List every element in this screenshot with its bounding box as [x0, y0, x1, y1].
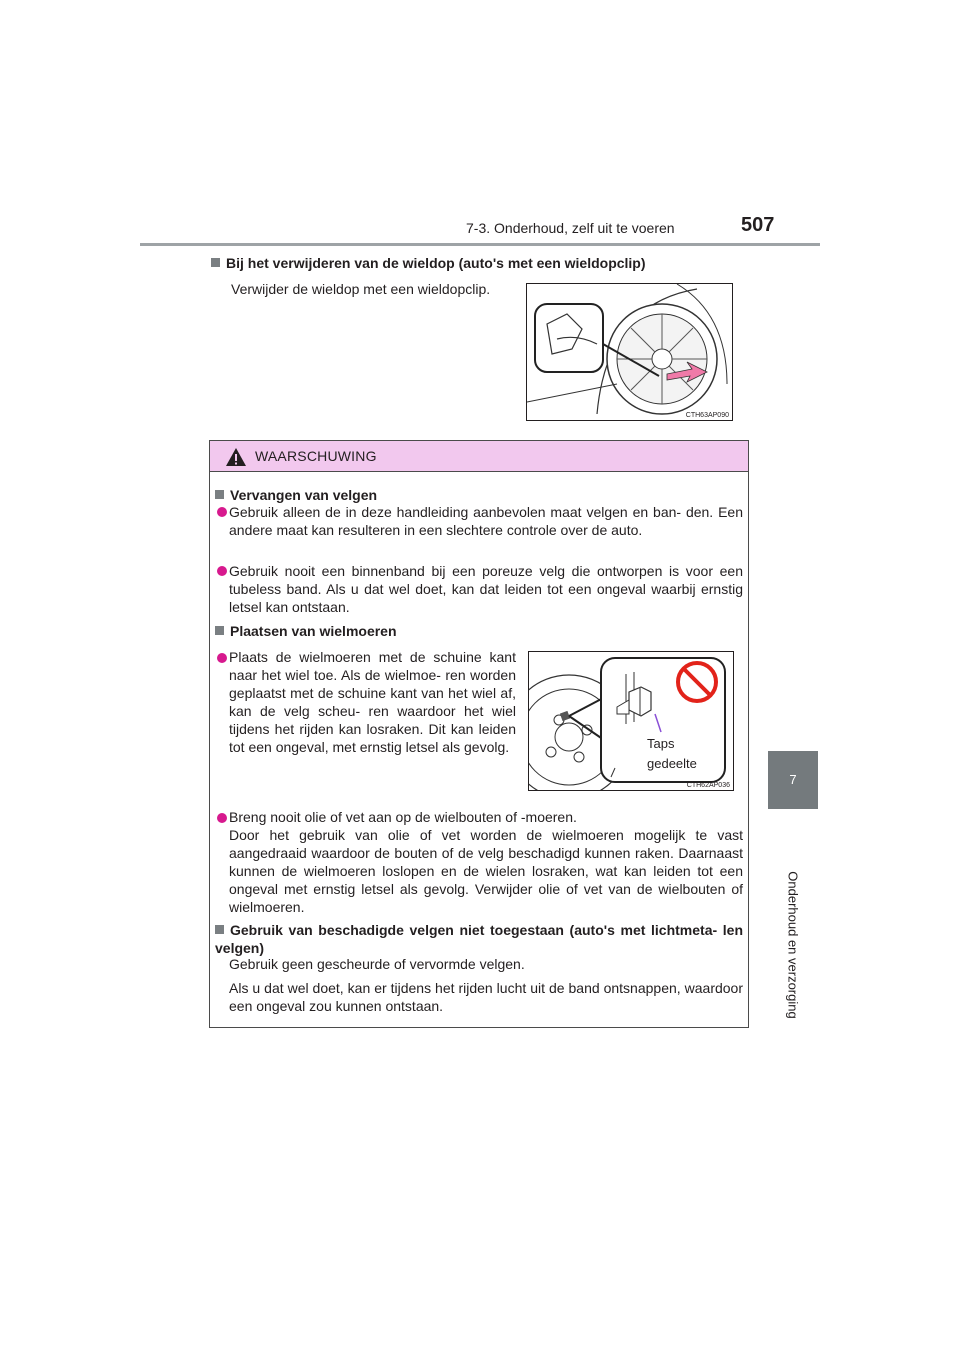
- wheel-cap-illustration: [527, 284, 732, 420]
- topic-heading-wheel-replacement: Vervangen van velgen: [215, 486, 377, 504]
- damaged-wheels-para1: Gebruik geen gescheurde of vervormde velgen.: [229, 956, 525, 972]
- header-section-title: 7-3. Onderhoud, zelf uit te voeren: [466, 220, 675, 236]
- bullet-inner-tube: Gebruik nooit een binnenband bij een poreuze velg die ontworpen is voor een tubeless band. Als u dat wel doet, kan dat leiden tot een ongeval waarbij ernstig letsel kan ontstaan.: [229, 563, 743, 615]
- wheel-nut-figure: [528, 651, 734, 791]
- bullet-icon: [217, 653, 227, 663]
- square-bullet-icon: [215, 925, 224, 934]
- warning-header: [210, 441, 748, 472]
- square-bullet-icon: [215, 490, 224, 499]
- chapter-tab: [768, 751, 818, 809]
- section-body: Verwijder de wieldop met een wieldopclip.: [231, 281, 491, 297]
- chapter-number: 7: [789, 772, 797, 787]
- chapter-label: Onderhoud en verzorging: [785, 871, 801, 1019]
- figure-code: CTH62AP036: [686, 782, 730, 789]
- header-divider: [140, 243, 820, 246]
- bullet-nut-orientation: Plaats de wielmoeren met de schuine kant naar het wiel toe. Als de wielmoe- ren worden geplaatst met de schuine kant van het wiel af, kan de velg scheu- ren waardoor het wiel tijdens het rijden kan losraken. Dit kan leiden tot een ongeval, met ernstig letsel als gevolg.: [229, 649, 516, 755]
- bullet-no-oil-body: Door het gebruik van olie of vet worden de wielmoeren mogelijk te vast aangedraaid waardoor de bouten of de velg beschadigd kunnen raken. Daarnaast kunnen de wielmoeren loslopen en de wielen losraken, wat kan leiden tot een ongeval met ernstig letsel als gevolg. Verwijder olie of vet van de wielbouten of wielmoeren.: [229, 827, 743, 915]
- warning-box: [209, 440, 749, 1028]
- topic-heading-wheel-nuts: Plaatsen van wielmoeren: [215, 622, 397, 640]
- bullet-no-oil-line1: Breng nooit olie of vet aan op de wielbouten of -moeren.: [229, 809, 577, 825]
- bullet-icon: [217, 813, 227, 823]
- bullet-icon: [217, 566, 227, 576]
- square-bullet-icon: [211, 258, 220, 267]
- bullet-icon: [217, 507, 227, 517]
- figure-code: CTH63AP090: [685, 412, 729, 419]
- page-number: 507: [741, 214, 775, 236]
- square-bullet-icon: [215, 626, 224, 635]
- tapered-part-label: Taps gedeelte: [647, 736, 697, 771]
- damaged-wheels-para2: Als u dat wel doet, kan er tijdens het rijden lucht uit de band ontsnappen, waardoor een ongeval zou kunnen ontstaan.: [229, 980, 743, 1014]
- wheel-cap-figure: [526, 283, 733, 421]
- warning-triangle-icon: [225, 447, 247, 467]
- warning-title: WAARSCHUWING: [255, 448, 377, 464]
- bullet-recommended-size: Gebruik alleen de in deze handleiding aanbevolen maat velgen en ban- den. Een andere maat kan resulteren in een slechtere controle over de auto.: [229, 504, 743, 538]
- topic-heading-damaged-wheels: Gebruik van beschadigde velgen niet toegestaan (auto's met lichtmeta- len velgen): [215, 922, 743, 956]
- section-heading: Bij het verwijderen van de wieldop (auto's met een wieldopclip): [211, 255, 646, 271]
